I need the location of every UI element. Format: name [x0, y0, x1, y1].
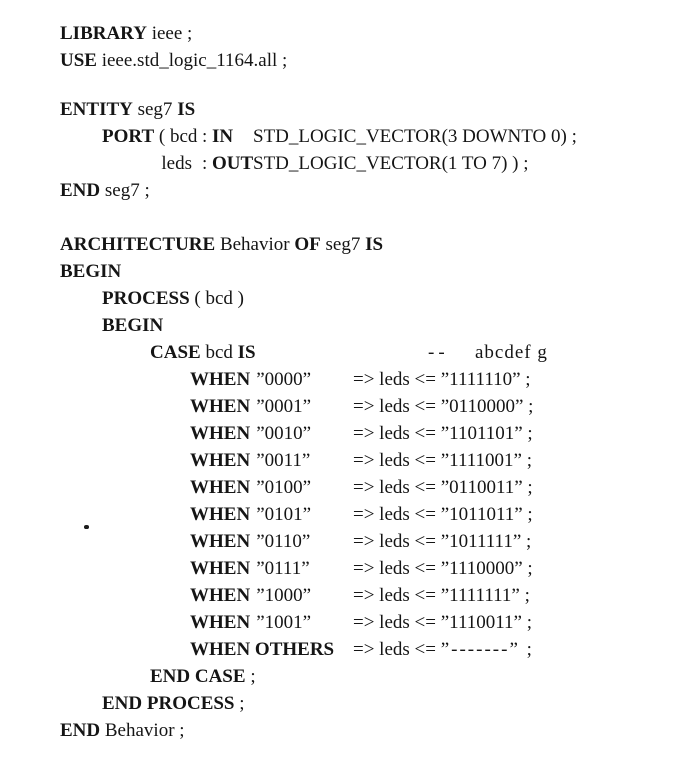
code-line-when: [0, 528, 697, 555]
vhdl-code-listing: [0, 20, 697, 744]
keyword-architecture: ARCHITECTURE: [60, 234, 216, 255]
bcd-value: ”1001”: [256, 612, 312, 633]
assignment: => leds <=: [353, 369, 441, 390]
keyword-in: IN: [212, 126, 234, 147]
led-pattern: ”0110000” ;: [440, 396, 534, 417]
code-line-when: [0, 366, 697, 393]
port-open: [102, 123, 202, 150]
code-line-end-process: [0, 690, 697, 717]
keyword-end: END: [60, 180, 101, 201]
led-pattern: ”1111110” ;: [440, 369, 531, 390]
use-args: ieee.std_logic_1164.all ;: [96, 50, 288, 71]
comment-segment-labels: abcdef g: [475, 342, 548, 363]
keyword-when: WHEN: [190, 531, 251, 552]
bcd-value: ”0100”: [256, 477, 312, 498]
code-line-when: [0, 393, 697, 420]
led-pattern: ”1011111” ;: [440, 531, 532, 552]
assignment: => leds <=: [353, 612, 441, 633]
keyword-end: END: [60, 720, 101, 741]
bcd-value: ”0000”: [256, 369, 312, 390]
assignment: => leds <=: [353, 585, 441, 606]
assignment: => leds <=: [353, 450, 441, 471]
code-line-end-case: [0, 663, 697, 690]
led-pattern: ”1111111” ;: [440, 585, 530, 606]
code-line-case: [0, 339, 697, 366]
code-line-end-architecture: [0, 717, 697, 744]
when-clause: [190, 555, 353, 582]
keyword-use: USE: [60, 50, 97, 71]
code-line-use: [0, 47, 697, 74]
code-line-when: [0, 582, 697, 609]
keyword-end-process: END PROCESS: [102, 693, 235, 714]
comment-dashes: --: [428, 342, 449, 363]
led-pattern: ”1011011” ;: [440, 504, 533, 525]
keyword-begin: BEGIN: [60, 261, 122, 282]
when-clause: [190, 393, 353, 420]
semicolon: ;: [234, 693, 245, 714]
led-pattern: ”0110011” ;: [440, 477, 533, 498]
bcd-value: ”1000”: [256, 585, 312, 606]
keyword-when: WHEN: [190, 558, 251, 579]
code-line-when: [0, 474, 697, 501]
assignment: => leds <=: [353, 423, 441, 444]
when-clause: [190, 501, 353, 528]
signal-bcd: ( bcd: [154, 126, 198, 147]
code-line-entity: [0, 96, 697, 123]
type-leds: STD_LOGIC_VECTOR(1 TO 7) ) ;: [253, 153, 529, 174]
code-line-end-entity: [0, 177, 697, 204]
assignment: => leds <=: [353, 639, 441, 660]
port-direction-col: [202, 150, 253, 177]
keyword-end-case: END CASE: [150, 666, 246, 687]
code-line-architecture: [0, 231, 697, 258]
when-clause: [190, 474, 353, 501]
signal-leds: leds: [161, 153, 192, 174]
keyword-library: LIBRARY: [60, 23, 147, 44]
led-pattern: ”-------” ;: [440, 639, 534, 660]
keyword-when: WHEN: [190, 585, 251, 606]
keyword-is: IS: [365, 234, 384, 255]
led-pattern: ”1101101” ;: [440, 423, 533, 444]
keyword-is: IS: [237, 342, 256, 363]
when-clause: [190, 366, 353, 393]
signal-leds-col: [102, 150, 202, 177]
keyword-when: WHEN: [190, 396, 251, 417]
when-clause: [190, 582, 353, 609]
end-architecture-name: Behavior ;: [100, 720, 185, 741]
architecture-name: Behavior: [215, 234, 295, 255]
bcd-value: ”0010”: [256, 423, 312, 444]
keyword-case: CASE: [150, 342, 201, 363]
keyword-of: OF: [294, 234, 321, 255]
keyword-port: PORT: [102, 126, 155, 147]
blank-line: [0, 204, 697, 231]
code-line-when-others: [0, 636, 697, 663]
colon: :: [202, 153, 213, 174]
process-sensitivity-list: ( bcd ): [189, 288, 244, 309]
end-entity-name: seg7 ;: [100, 180, 150, 201]
when-clause: [190, 609, 353, 636]
assignment: => leds <=: [353, 504, 441, 525]
bcd-value: ”0011”: [256, 450, 311, 471]
code-line-when: [0, 420, 697, 447]
keyword-begin: BEGIN: [102, 315, 164, 336]
semicolon: ;: [245, 666, 256, 687]
code-line-port-leds: [0, 150, 697, 177]
bcd-value: ”0111”: [256, 558, 310, 579]
assignment: => leds <=: [353, 477, 441, 498]
code-line-port-bcd: [0, 123, 697, 150]
when-clause: [190, 447, 353, 474]
ink-speck: [84, 525, 89, 529]
assignment: => leds <=: [353, 396, 441, 417]
keyword-out: OUT: [212, 153, 254, 174]
entity-name: seg7: [132, 99, 178, 120]
keyword-when: WHEN: [190, 369, 251, 390]
bcd-value: ”0001”: [256, 396, 312, 417]
code-line-when: [0, 555, 697, 582]
port-direction-col: [202, 123, 253, 150]
when-clause: [190, 636, 353, 663]
code-line-when: [0, 501, 697, 528]
keyword-entity: ENTITY: [60, 99, 133, 120]
assignment: => leds <=: [353, 531, 441, 552]
code-line-begin: [0, 258, 697, 285]
keyword-process: PROCESS: [102, 288, 190, 309]
bcd-value: ”0101”: [256, 504, 312, 525]
colon: :: [202, 126, 213, 147]
led-pattern: ”1110000” ;: [440, 558, 533, 579]
assignment: => leds <=: [353, 558, 441, 579]
case-signal: bcd: [200, 342, 238, 363]
when-clause: [190, 420, 353, 447]
architecture-entity: seg7: [320, 234, 366, 255]
type-bcd: STD_LOGIC_VECTOR(3 DOWNTO 0) ;: [253, 126, 577, 147]
keyword-when: WHEN: [190, 504, 251, 525]
keyword-is: IS: [177, 99, 196, 120]
case-expression: [150, 339, 428, 366]
blank-line: [0, 74, 697, 96]
code-line-when: [0, 447, 697, 474]
led-pattern: ”1110011” ;: [440, 612, 532, 633]
led-pattern: ”1111001” ;: [440, 450, 532, 471]
keyword-when: WHEN: [190, 450, 251, 471]
bcd-value: ”0110”: [256, 531, 311, 552]
keyword-when: WHEN: [190, 423, 251, 444]
library-args: ieee ;: [146, 23, 193, 44]
code-line-process: [0, 285, 697, 312]
code-line-begin-process: [0, 312, 697, 339]
keyword-when: WHEN: [190, 477, 251, 498]
keyword-when-others: WHEN OTHERS: [190, 639, 335, 660]
keyword-when: WHEN: [190, 612, 251, 633]
when-clause: [190, 528, 353, 555]
code-line-library: [0, 20, 697, 47]
code-line-when: [0, 609, 697, 636]
